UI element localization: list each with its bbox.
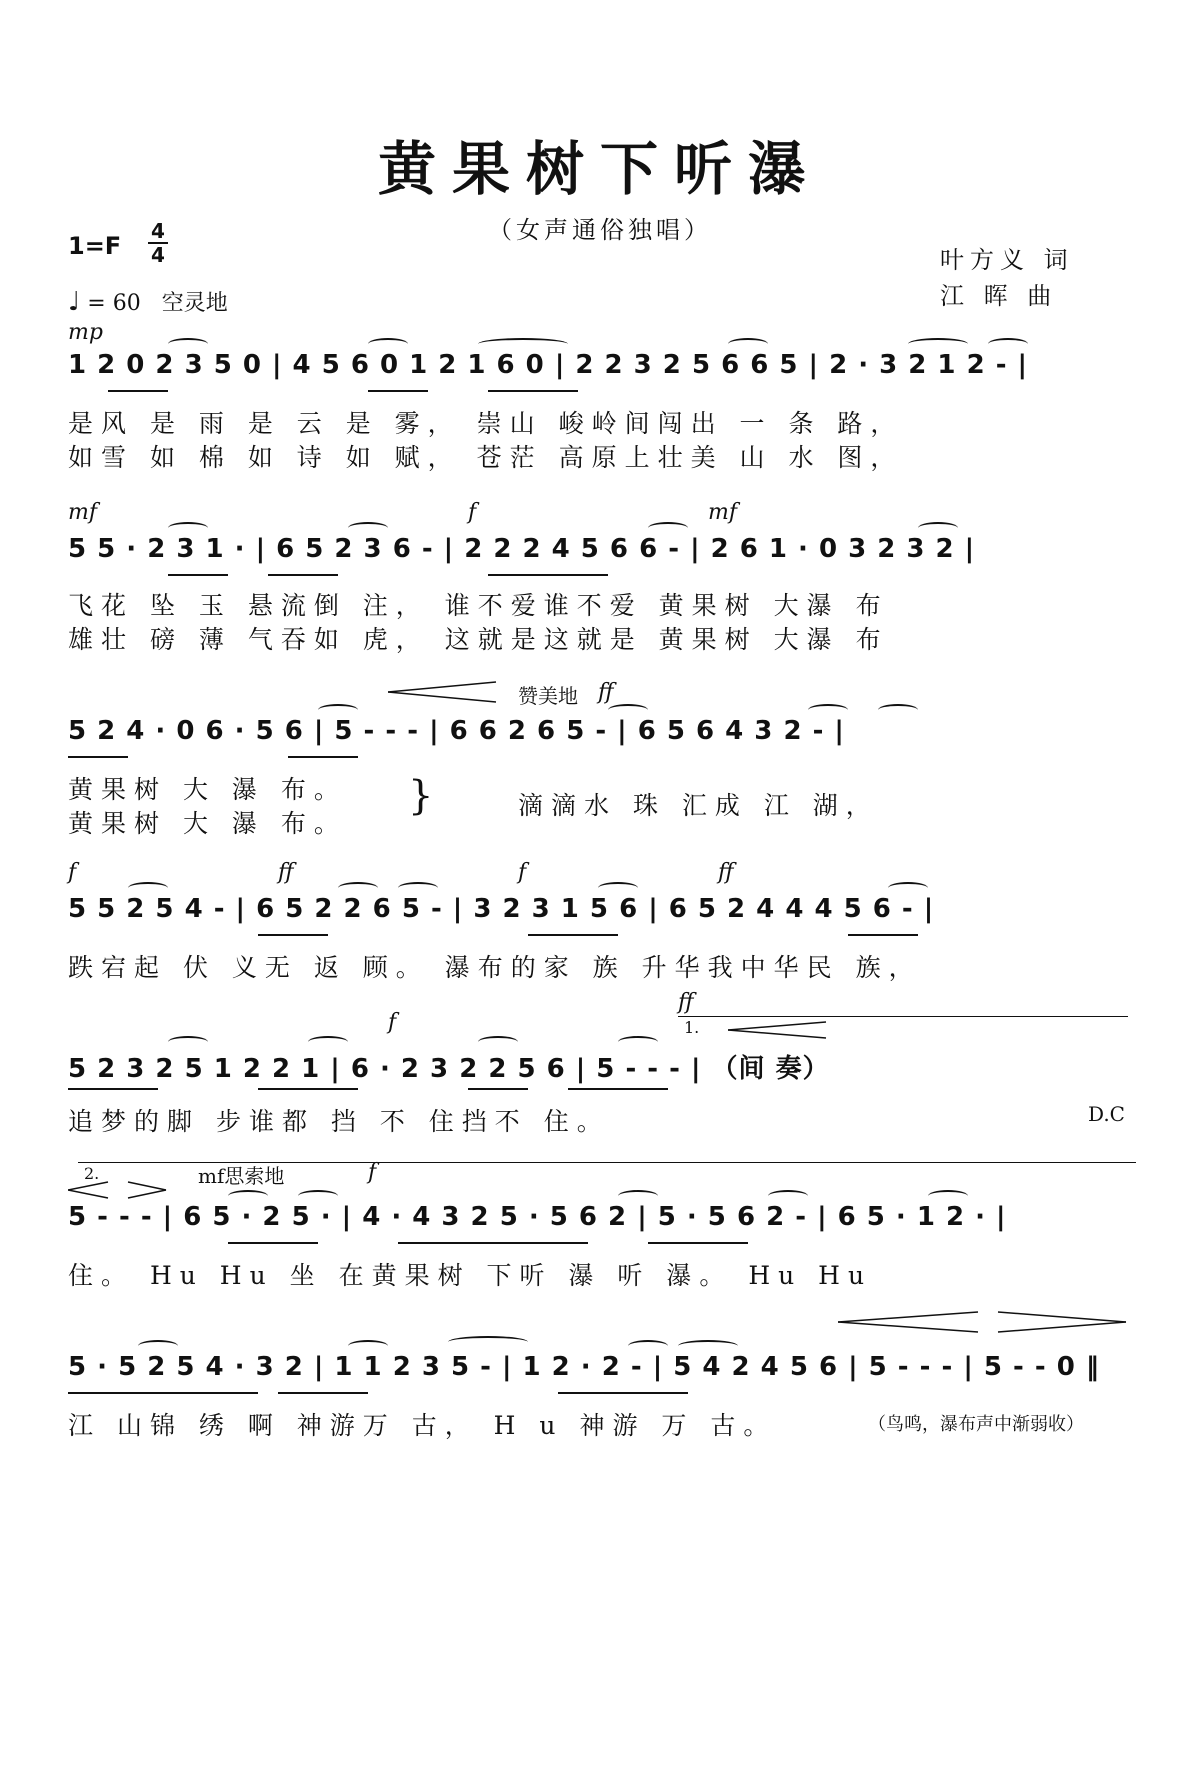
lyric-line-2: 如雪 如 棉 如 诗 如 赋， 苍茫 高原上壮美 山 水 图， [68,443,904,472]
score-system-5 [68,990,1136,1136]
lyric-line-1: 是风 是 雨 是 云 是 雾， 崇山 峻岭间闯出 一 条 路， [68,409,904,438]
crescendo-decrescendo-hairpin [68,1180,168,1200]
dynamic-mark: mf [68,500,98,525]
dynamic-mark: ff [598,680,614,705]
da-capo-mark: D.C [1088,1102,1125,1126]
score-system-7 [68,1310,1136,1440]
dynamic-mark: ff [678,990,694,1015]
dynamic-mark: f [368,1160,377,1185]
subtitle: （女声通俗独唱） [488,216,712,244]
notation-line: 5 5 2 5 4 - | 6 5 2 2 6 5 - | 3 2 3 1 5 6 | 6 5 2 4 4 4 5 6 - | [68,894,935,924]
lyric-line-2: 黄果树 大 瀑 布。 [68,809,347,838]
score-system-6 [68,1160,1136,1290]
dynamic-mark: mp [68,320,103,345]
tempo-marking [68,286,228,317]
volta-bracket-label: 2. [84,1164,100,1183]
time-signature [148,220,168,266]
tempo-bpm: = 60 [87,291,141,316]
lyric-line-right: 滴滴水 珠 汇成 江 湖， [518,791,879,820]
performance-note: （鸟鸣，瀑布声中渐弱收） [868,1414,1084,1435]
dynamic-mark: f [468,500,477,525]
meter-top: 4 [151,219,165,243]
score-system-2 [68,500,1136,654]
lyric-line-1: 追梦的脚 步谁都 挡 不 住挡不 住。 [68,1107,610,1136]
lyric-line-1: 住。 Hu Hu 坐 在黄果树 下听 瀑 听 瀑。 Hu Hu [68,1261,873,1290]
expression-mark: 赞美地 [518,684,578,708]
dynamic-mark: ff [718,860,734,885]
page-title: 黄果树下听瀑 [377,135,822,203]
lyric-line-1: 黄果树 大 瀑 布。 [68,775,347,804]
tempo-expression: 空灵地 [161,291,228,316]
crescendo-decrescendo-hairpin [838,1310,1128,1334]
crescendo-hairpin [388,680,498,704]
dynamic-mark: f [388,1010,397,1035]
composer-credit: 江 晖 曲 [940,282,1058,310]
lyricist-credit: 叶方义 词 [940,246,1074,274]
dynamic-mark: f [68,860,77,885]
key-signature: 1=F [68,232,122,260]
expression-mark: mf思索地 [198,1164,285,1188]
score-system-3 [68,680,1136,838]
score-system-1 [68,320,1136,470]
dynamic-mark: mf [708,500,738,525]
notation-line: 5 2 3 2 5 1 2 2 1 | 6 · 2 3 2 2 5 6 | 5 - - - | （间 奏） [68,1054,830,1084]
dynamic-mark: ff [278,860,294,885]
crescendo-hairpin [728,1020,828,1040]
lyric-line-1: 飞花 坠 玉 悬流倒 注， 谁不爱谁不爱 黄果树 大瀑 布 [68,591,889,620]
quarter-note-icon: ♩ [68,287,81,317]
brace-icon: } [408,773,434,819]
lyric-line-1: 江 山锦 绣 啊 神游万 古， H u 神游 万 古。 [68,1411,777,1440]
meter-bottom: 4 [151,243,165,267]
notation-line: 5 · 5 2 5 4 · 3 2 | 1 1 2 3 5 - | 1 2 · 2 - | 5 4 2 4 5 6 | 5 - - - | 5 - - 0 ‖ [68,1352,1100,1382]
notation-line: 5 - - - | 6 5 · 2 5 · | 4 · 4 3 2 5 · 5 6 2 | 5 · 5 6 2 - | 6 5 · 1 2 · | [68,1202,1007,1232]
notation-line: 5 5 · 2 3 1 · | 6 5 2 3 6 - | 2 2 2 4 5 6 6 - | 2 6 1 · 0 3 2 3 2 | [68,534,976,564]
dynamic-mark: f [518,860,527,885]
notation-line: 5 2 4 · 0 6 · 5 6 | 5 - - - | 6 6 2 6 5 - | 6 5 6 4 3 2 - | [68,716,845,746]
lyric-line-2: 雄壮 磅 薄 气吞如 虎， 这就是这就是 黄果树 大瀑 布 [68,625,889,654]
notation-line: 1 2 0 2 3 5 0 | 4 5 6 0 1 2 1 6 0 | 2 2 3 2 5 6 6 5 | 2 · 3 2 1 2 - | [68,350,1029,380]
score-system-4 [68,860,1136,980]
lyric-line-1: 跌宕起 伏 义无 返 顾。 瀑布的家 族 升华我中华民 族， [68,953,922,982]
volta-bracket-label: 1. [684,1018,700,1037]
